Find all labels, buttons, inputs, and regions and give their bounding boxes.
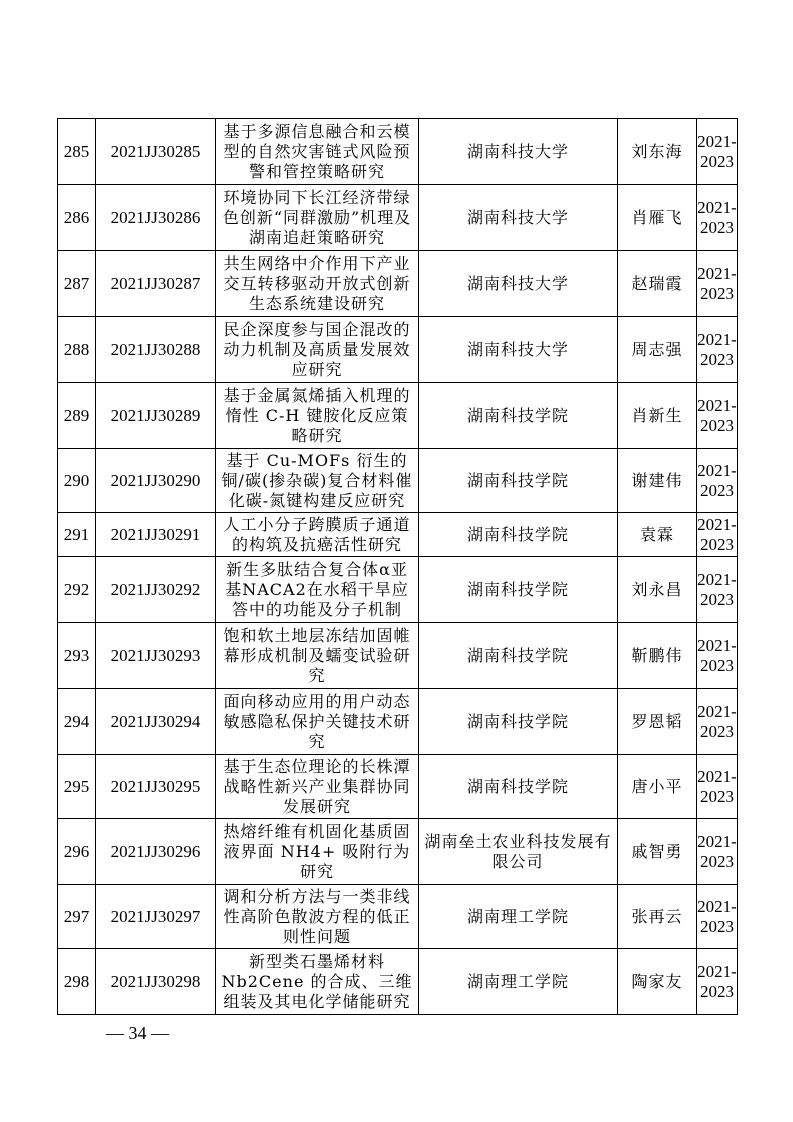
row-number: 290 — [58, 449, 96, 513]
institution: 湖南科技学院 — [419, 557, 618, 623]
project-leader: 袁霖 — [618, 513, 697, 557]
table-row — [58, 383, 738, 449]
institution: 湖南理工学院 — [419, 885, 618, 949]
project-title: 新型类石墨烯材料 Nb2Cene 的合成、三维组装及其电化学储能研究 — [216, 949, 419, 1015]
project-leader: 张再云 — [618, 885, 697, 949]
project-table — [57, 118, 738, 1015]
row-number: 296 — [58, 819, 96, 885]
project-title: 基于金属氮烯插入机理的惰性 C-H 键胺化反应策略研究 — [216, 383, 419, 449]
project-code: 2021JJ30290 — [96, 449, 216, 513]
project-period: 2021-2023 — [697, 449, 738, 513]
project-code: 2021JJ30288 — [96, 317, 216, 383]
row-number: 288 — [58, 317, 96, 383]
institution: 湖南科技大学 — [419, 317, 618, 383]
institution: 湖南垒土农业科技发展有限公司 — [419, 819, 618, 885]
table-row — [58, 251, 738, 317]
project-title: 环境协同下长江经济带绿色创新“同群激励”机理及湖南追赶策略研究 — [216, 185, 419, 251]
project-title: 新生多肽结合复合体α亚基NACA2在水稻干旱应答中的功能及分子机制 — [216, 557, 419, 623]
institution: 湖南科技大学 — [419, 185, 618, 251]
project-code: 2021JJ30289 — [96, 383, 216, 449]
row-number: 294 — [58, 689, 96, 755]
row-number: 291 — [58, 513, 96, 557]
project-code: 2021JJ30298 — [96, 949, 216, 1015]
project-period: 2021-2023 — [697, 557, 738, 623]
project-title: 共生网络中介作用下产业交互转移驱动开放式创新生态系统建设研究 — [216, 251, 419, 317]
project-title: 基于 Cu-MOFs 衍生的铜/碳(掺杂碳)复合材料催化碳-氮键构建反应研究 — [216, 449, 419, 513]
row-number: 287 — [58, 251, 96, 317]
project-leader: 唐小平 — [618, 755, 697, 819]
row-number: 293 — [58, 623, 96, 689]
project-leader: 罗恩韬 — [618, 689, 697, 755]
project-period: 2021-2023 — [697, 949, 738, 1015]
project-period: 2021-2023 — [697, 689, 738, 755]
table-row — [58, 689, 738, 755]
project-code: 2021JJ30291 — [96, 513, 216, 557]
institution: 湖南科技学院 — [419, 513, 618, 557]
project-code: 2021JJ30292 — [96, 557, 216, 623]
project-code: 2021JJ30297 — [96, 885, 216, 949]
project-leader: 周志强 — [618, 317, 697, 383]
project-title: 面向移动应用的用户动态敏感隐私保护关键技术研究 — [216, 689, 419, 755]
project-leader: 赵瑞霞 — [618, 251, 697, 317]
project-title: 热熔纤维有机固化基质固液界面 NH4+ 吸附行为研究 — [216, 819, 419, 885]
project-code: 2021JJ30295 — [96, 755, 216, 819]
project-code: 2021JJ30285 — [96, 119, 216, 185]
project-leader: 谢建伟 — [618, 449, 697, 513]
table-row — [58, 317, 738, 383]
project-leader: 刘东海 — [618, 119, 697, 185]
project-leader: 肖雁飞 — [618, 185, 697, 251]
institution: 湖南科技学院 — [419, 383, 618, 449]
project-period: 2021-2023 — [697, 623, 738, 689]
institution: 湖南科技大学 — [419, 119, 618, 185]
project-leader: 戚智勇 — [618, 819, 697, 885]
project-period: 2021-2023 — [697, 383, 738, 449]
table-row — [58, 623, 738, 689]
project-leader: 靳鹏伟 — [618, 623, 697, 689]
project-title: 基于多源信息融合和云模型的自然灾害链式风险预警和管控策略研究 — [216, 119, 419, 185]
institution: 湖南理工学院 — [419, 949, 618, 1015]
table-row — [58, 449, 738, 513]
project-title: 调和分析方法与一类非线性高阶色散波方程的低正则性问题 — [216, 885, 419, 949]
project-period: 2021-2023 — [697, 185, 738, 251]
table-row — [58, 885, 738, 949]
project-code: 2021JJ30293 — [96, 623, 216, 689]
project-period: 2021-2023 — [697, 755, 738, 819]
project-title: 基于生态位理论的长株潭战略性新兴产业集群协同发展研究 — [216, 755, 419, 819]
table-row — [58, 755, 738, 819]
table-row — [58, 557, 738, 623]
table-row — [58, 513, 738, 557]
institution: 湖南科技学院 — [419, 449, 618, 513]
project-code: 2021JJ30286 — [96, 185, 216, 251]
project-table-body — [58, 119, 738, 1015]
project-table-container — [57, 118, 737, 1015]
project-title: 人工小分子跨膜质子通道的构筑及抗癌活性研究 — [216, 513, 419, 557]
institution: 湖南科技学院 — [419, 689, 618, 755]
row-number: 289 — [58, 383, 96, 449]
page-number: — 34 — — [106, 1023, 169, 1043]
table-row — [58, 949, 738, 1015]
project-code: 2021JJ30287 — [96, 251, 216, 317]
row-number: 295 — [58, 755, 96, 819]
row-number: 286 — [58, 185, 96, 251]
institution: 湖南科技学院 — [419, 755, 618, 819]
project-period: 2021-2023 — [697, 819, 738, 885]
project-code: 2021JJ30296 — [96, 819, 216, 885]
institution: 湖南科技学院 — [419, 623, 618, 689]
project-period: 2021-2023 — [697, 251, 738, 317]
project-leader: 刘永昌 — [618, 557, 697, 623]
table-row — [58, 819, 738, 885]
project-title: 饱和软土地层冻结加固帷幕形成机制及蠕变试验研究 — [216, 623, 419, 689]
project-leader: 陶家友 — [618, 949, 697, 1015]
project-period: 2021-2023 — [697, 885, 738, 949]
row-number: 297 — [58, 885, 96, 949]
institution: 湖南科技大学 — [419, 251, 618, 317]
project-code: 2021JJ30294 — [96, 689, 216, 755]
row-number: 298 — [58, 949, 96, 1015]
project-leader: 肖新生 — [618, 383, 697, 449]
table-row — [58, 119, 738, 185]
project-period: 2021-2023 — [697, 513, 738, 557]
row-number: 292 — [58, 557, 96, 623]
row-number: 285 — [58, 119, 96, 185]
project-period: 2021-2023 — [697, 119, 738, 185]
project-title: 民企深度参与国企混改的动力机制及高质量发展效应研究 — [216, 317, 419, 383]
table-row — [58, 185, 738, 251]
project-period: 2021-2023 — [697, 317, 738, 383]
